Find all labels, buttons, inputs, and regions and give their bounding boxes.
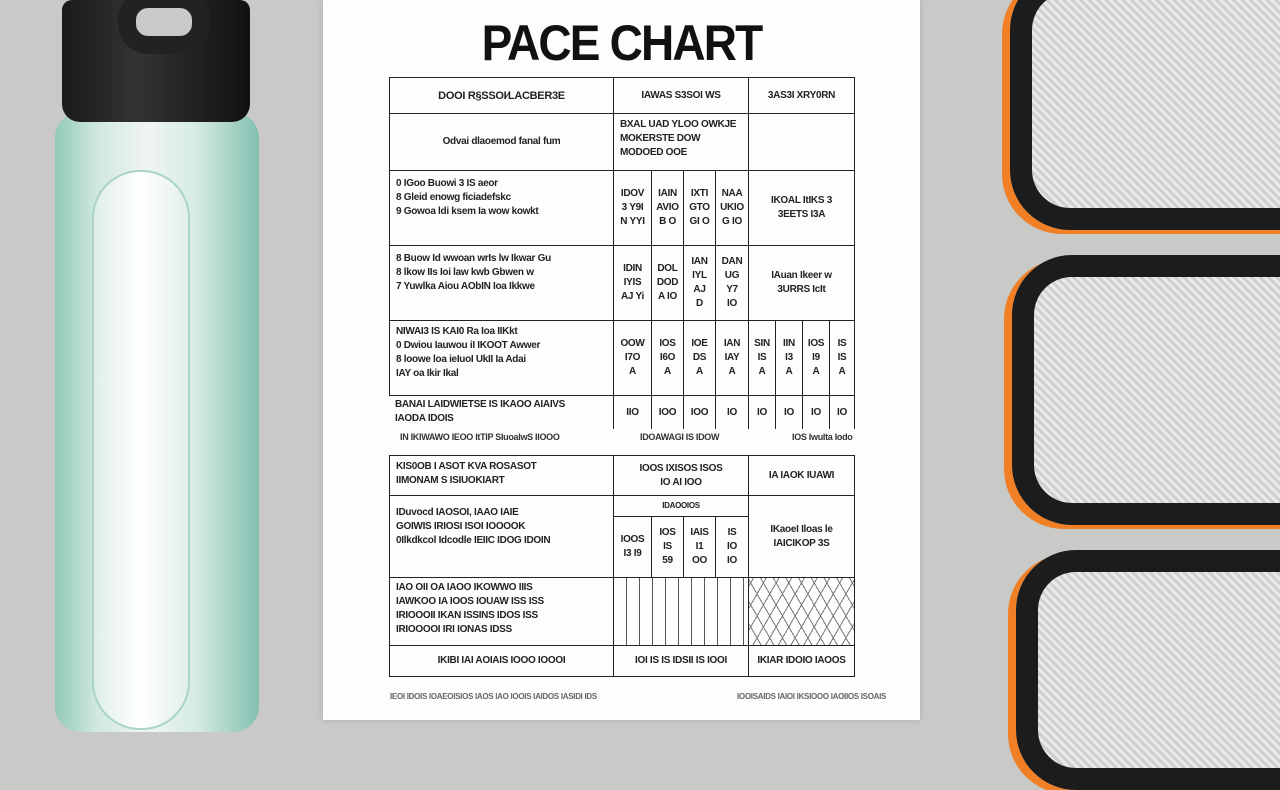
table1-row4-sub: OOW I7O A bbox=[613, 320, 652, 396]
table1-row3-sub: DAN UG Y7 IO bbox=[715, 245, 749, 321]
table1-row2-sub: IDOV 3 Y9I N YYI bbox=[613, 170, 652, 246]
table1-row5-sub: IO bbox=[715, 395, 749, 429]
table1-row4-sub: IOE DS A bbox=[683, 320, 716, 396]
table1-row2-right: IKOAL ItIKS 3 3EETS I3A bbox=[748, 170, 855, 246]
table1-row2-label: 0 IGoo Buowi 3 IS aeor 8 Gleid enowg ficiadefskc 9 Gowoa ldi ksem Ia wow kowkt bbox=[389, 170, 614, 246]
table1-note: IOS Iwulta Iodo bbox=[792, 432, 853, 442]
table1-row5-sub: IOO bbox=[651, 395, 684, 429]
table1-row4-right-sub: IIN I3 A bbox=[775, 320, 803, 396]
table1-row2-sub: IAIN AVIO B O bbox=[651, 170, 684, 246]
table1-row4-sub: IOS I6O A bbox=[651, 320, 684, 396]
shoe-middle bbox=[1012, 255, 1280, 525]
table2-row1-right: IKaoeI Iloas le IAICIKOP 3S bbox=[748, 495, 855, 578]
table1-row3-sub: IAN IYL AJ D bbox=[683, 245, 716, 321]
bottle-cap-loop bbox=[118, 0, 210, 54]
table2-row1-sub: IS IO IO bbox=[715, 516, 749, 578]
table2-footer-col2: IOI IS IS IDSII IS IOOI bbox=[613, 645, 749, 677]
table1-note: IN IKIWAWO IEOO ItTIP SIuoaIwS IIOOO bbox=[400, 432, 560, 442]
table1-row2-sub: IXTI GTO GI O bbox=[683, 170, 716, 246]
table1-row5-label: BANAI LAIDWIETSE IS IKAOO AIAIVS IAODA IDOIS bbox=[389, 395, 614, 429]
table2-header-col3: IA IAOK IUAWI bbox=[748, 455, 855, 496]
table2-row2-pattern bbox=[748, 577, 855, 646]
shoe-bottom bbox=[1016, 550, 1280, 790]
table1-row3-sub: IDIN IYIS AJ Yi bbox=[613, 245, 652, 321]
table2-row2-label: IAO OII OA IAOO IKOWWO IIIS IAWKOO IA IOOS IOUAW ISS ISS IRIOOOII IKAN ISSINS IDOS ISS IRIOOOOI IRI IONAS IDSS bbox=[389, 577, 614, 646]
table1-row1-mid: BXAL UAD YLOO OWKJE MOKERSTE DOW MODOED OOE bbox=[613, 113, 749, 171]
table1-row5-sub: IIO bbox=[613, 395, 652, 429]
table1-row3-right: IAuan Ikeer w 3URRS IcIt bbox=[748, 245, 855, 321]
table1-row3-label: 8 Buow Id wwoan wrIs lw Ikwar Gu 8 lkow IIs Ioi law kwb Gbwen w 7 Yuwlka Aiou AObIN Ioa Ikkwe bbox=[389, 245, 614, 321]
table2-row1-sub: IOOS I3 I9 bbox=[613, 516, 652, 578]
table2-row2-tickgrid bbox=[613, 577, 749, 646]
table2-row1-sub: IOS IS 59 bbox=[651, 516, 684, 578]
page-title: PACE CHART bbox=[481, 15, 762, 71]
bottle-highlight bbox=[92, 170, 190, 730]
table1-row4-right-sub: IS IS A bbox=[829, 320, 855, 396]
table1-row1-label: Odvai dlaoemod fanal fum bbox=[389, 113, 614, 171]
footer-text: IOOISAIDS IAIOI IKSIOOO IAOIIOS ISOAIS bbox=[737, 692, 887, 701]
table2-footer-col3: IKIAR IDOIO IAOOS bbox=[748, 645, 855, 677]
table1-note: IDOAWAGI IS IDOW bbox=[640, 432, 720, 442]
table1-row4-right-sub: IOS I9 A bbox=[802, 320, 830, 396]
table1-row2-sub: NAA UKIO G IO bbox=[715, 170, 749, 246]
shoe-top bbox=[1010, 0, 1280, 230]
table1-row4-sub: IAN IAY A bbox=[715, 320, 749, 396]
table2-header-col1: KIS0OB I ASOT KVA ROSASOT IIMONAM S ISIUOKIART bbox=[389, 455, 614, 496]
table2-header-col2: IOOS IXISOS ISOS IO AI IOO bbox=[613, 455, 749, 496]
table1-header-col3: 3AS3I XRY0RN bbox=[748, 77, 855, 114]
table2-footer-col1: IKIBI IAI AOIAIS IOOO IOOOI bbox=[389, 645, 614, 677]
table1-row3-sub: DOL DOD A IO bbox=[651, 245, 684, 321]
table1-row5-right-sub: IO bbox=[829, 395, 855, 429]
table2-row1-label: IDuvocd IAOSOI, IAAO IAIE GOIWIS IRIOSI ISOI IOOOOK 0Ilkdkcol Idcodle IEIIC IDOG IDOIN bbox=[389, 495, 614, 578]
table1-row5-sub: IOO bbox=[683, 395, 716, 429]
table1-header-col2: IAWAS S3SOI WS bbox=[613, 77, 749, 114]
table1-row4-label: NIWAI3 IS KAI0 Ra Ioa IIKkt 0 Dwiou Iauwou iI IKOOT Awwer 8 loowe loa ieIuoI UkII Ia Adai IAY oa Ikir Ikal bbox=[389, 320, 614, 396]
table2-row1-sub: IAIS I1 OO bbox=[683, 516, 716, 578]
table1-row5-right-sub: IO bbox=[748, 395, 776, 429]
footer-text: IEOI IDOIS IOAEOISIOS IAOS IAO IOOIS IAIDOS IASIDI IDS bbox=[390, 692, 597, 701]
table1-row4-right-sub: SIN IS A bbox=[748, 320, 776, 396]
table1-row1-right bbox=[748, 113, 855, 171]
table1-row5-right-sub: IO bbox=[775, 395, 803, 429]
table1-row5-right-sub: IO bbox=[802, 395, 830, 429]
table2-row1-subhead: IDAOOIOS bbox=[613, 495, 749, 517]
table1-header-col1: DOOI R§SSOI∕LACBER3E bbox=[389, 77, 614, 114]
